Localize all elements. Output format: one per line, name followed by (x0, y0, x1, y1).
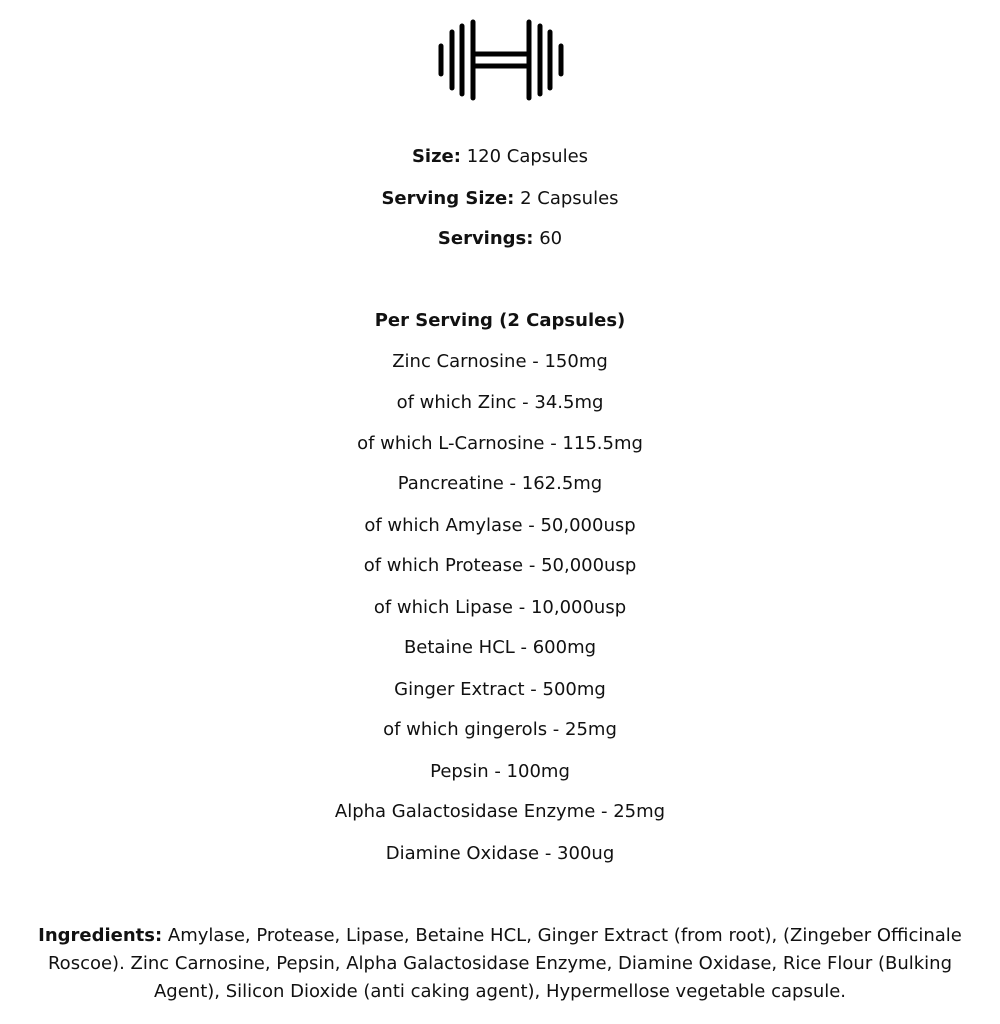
size-label: Size: (411, 146, 461, 167)
dumbbell-icon (436, 18, 566, 102)
nutrient-item: of which Lipase - 10,000usp (373, 597, 627, 618)
nutrient-item: of which gingerols - 25mg (383, 719, 617, 740)
ingredients-label: Ingredients: (38, 925, 163, 946)
nutrient-item: Betaine HCL - 600mg (403, 637, 597, 658)
ingredients-paragraph (20, 922, 980, 1006)
nutrient-item: of which Zinc - 34.5mg (396, 392, 604, 413)
size-line (0, 145, 1000, 169)
nutrient-item: of which Protease - 50,000usp (363, 555, 637, 576)
nutrient-item: of which Amylase - 50,000usp (364, 515, 636, 536)
nutrient-item: Alpha Galactosidase Enzyme - 25mg (334, 801, 666, 822)
ingredients-text: Amylase, Protease, Lipase, Betaine HCL, Ginger Extract (from root), (Zingeber Officinale Roscoe). Zinc Carnosine, Pepsin, Alpha Galactosidase Enzyme, Diamine Oxidase, Rice Flour (Bulking Agent), Silicon Dioxide (anti caking agent), Hypermellose vegetable capsule. (47, 925, 962, 1002)
nutrient-item: Diamine Oxidase - 300ug (385, 843, 615, 864)
nutrient-item: Ginger Extract - 500mg (394, 679, 606, 700)
serving-size-label: Serving Size: (381, 188, 515, 209)
serving-size-line (0, 187, 1000, 211)
nutrient-item: Pepsin - 100mg (430, 761, 570, 782)
serving-size-value: 2 Capsules (514, 188, 619, 209)
size-value: 120 Capsules (460, 146, 589, 167)
nutrient-item: of which L-Carnosine - 115.5mg (357, 433, 643, 454)
servings-line (0, 227, 1000, 251)
servings-value: 60 (533, 228, 563, 249)
per-serving-heading: Per Serving (2 Capsules) (374, 310, 626, 331)
nutrient-item: Zinc Carnosine - 150mg (392, 351, 608, 372)
servings-label: Servings: (437, 228, 534, 249)
nutrient-item: Pancreatine - 162.5mg (397, 473, 603, 494)
